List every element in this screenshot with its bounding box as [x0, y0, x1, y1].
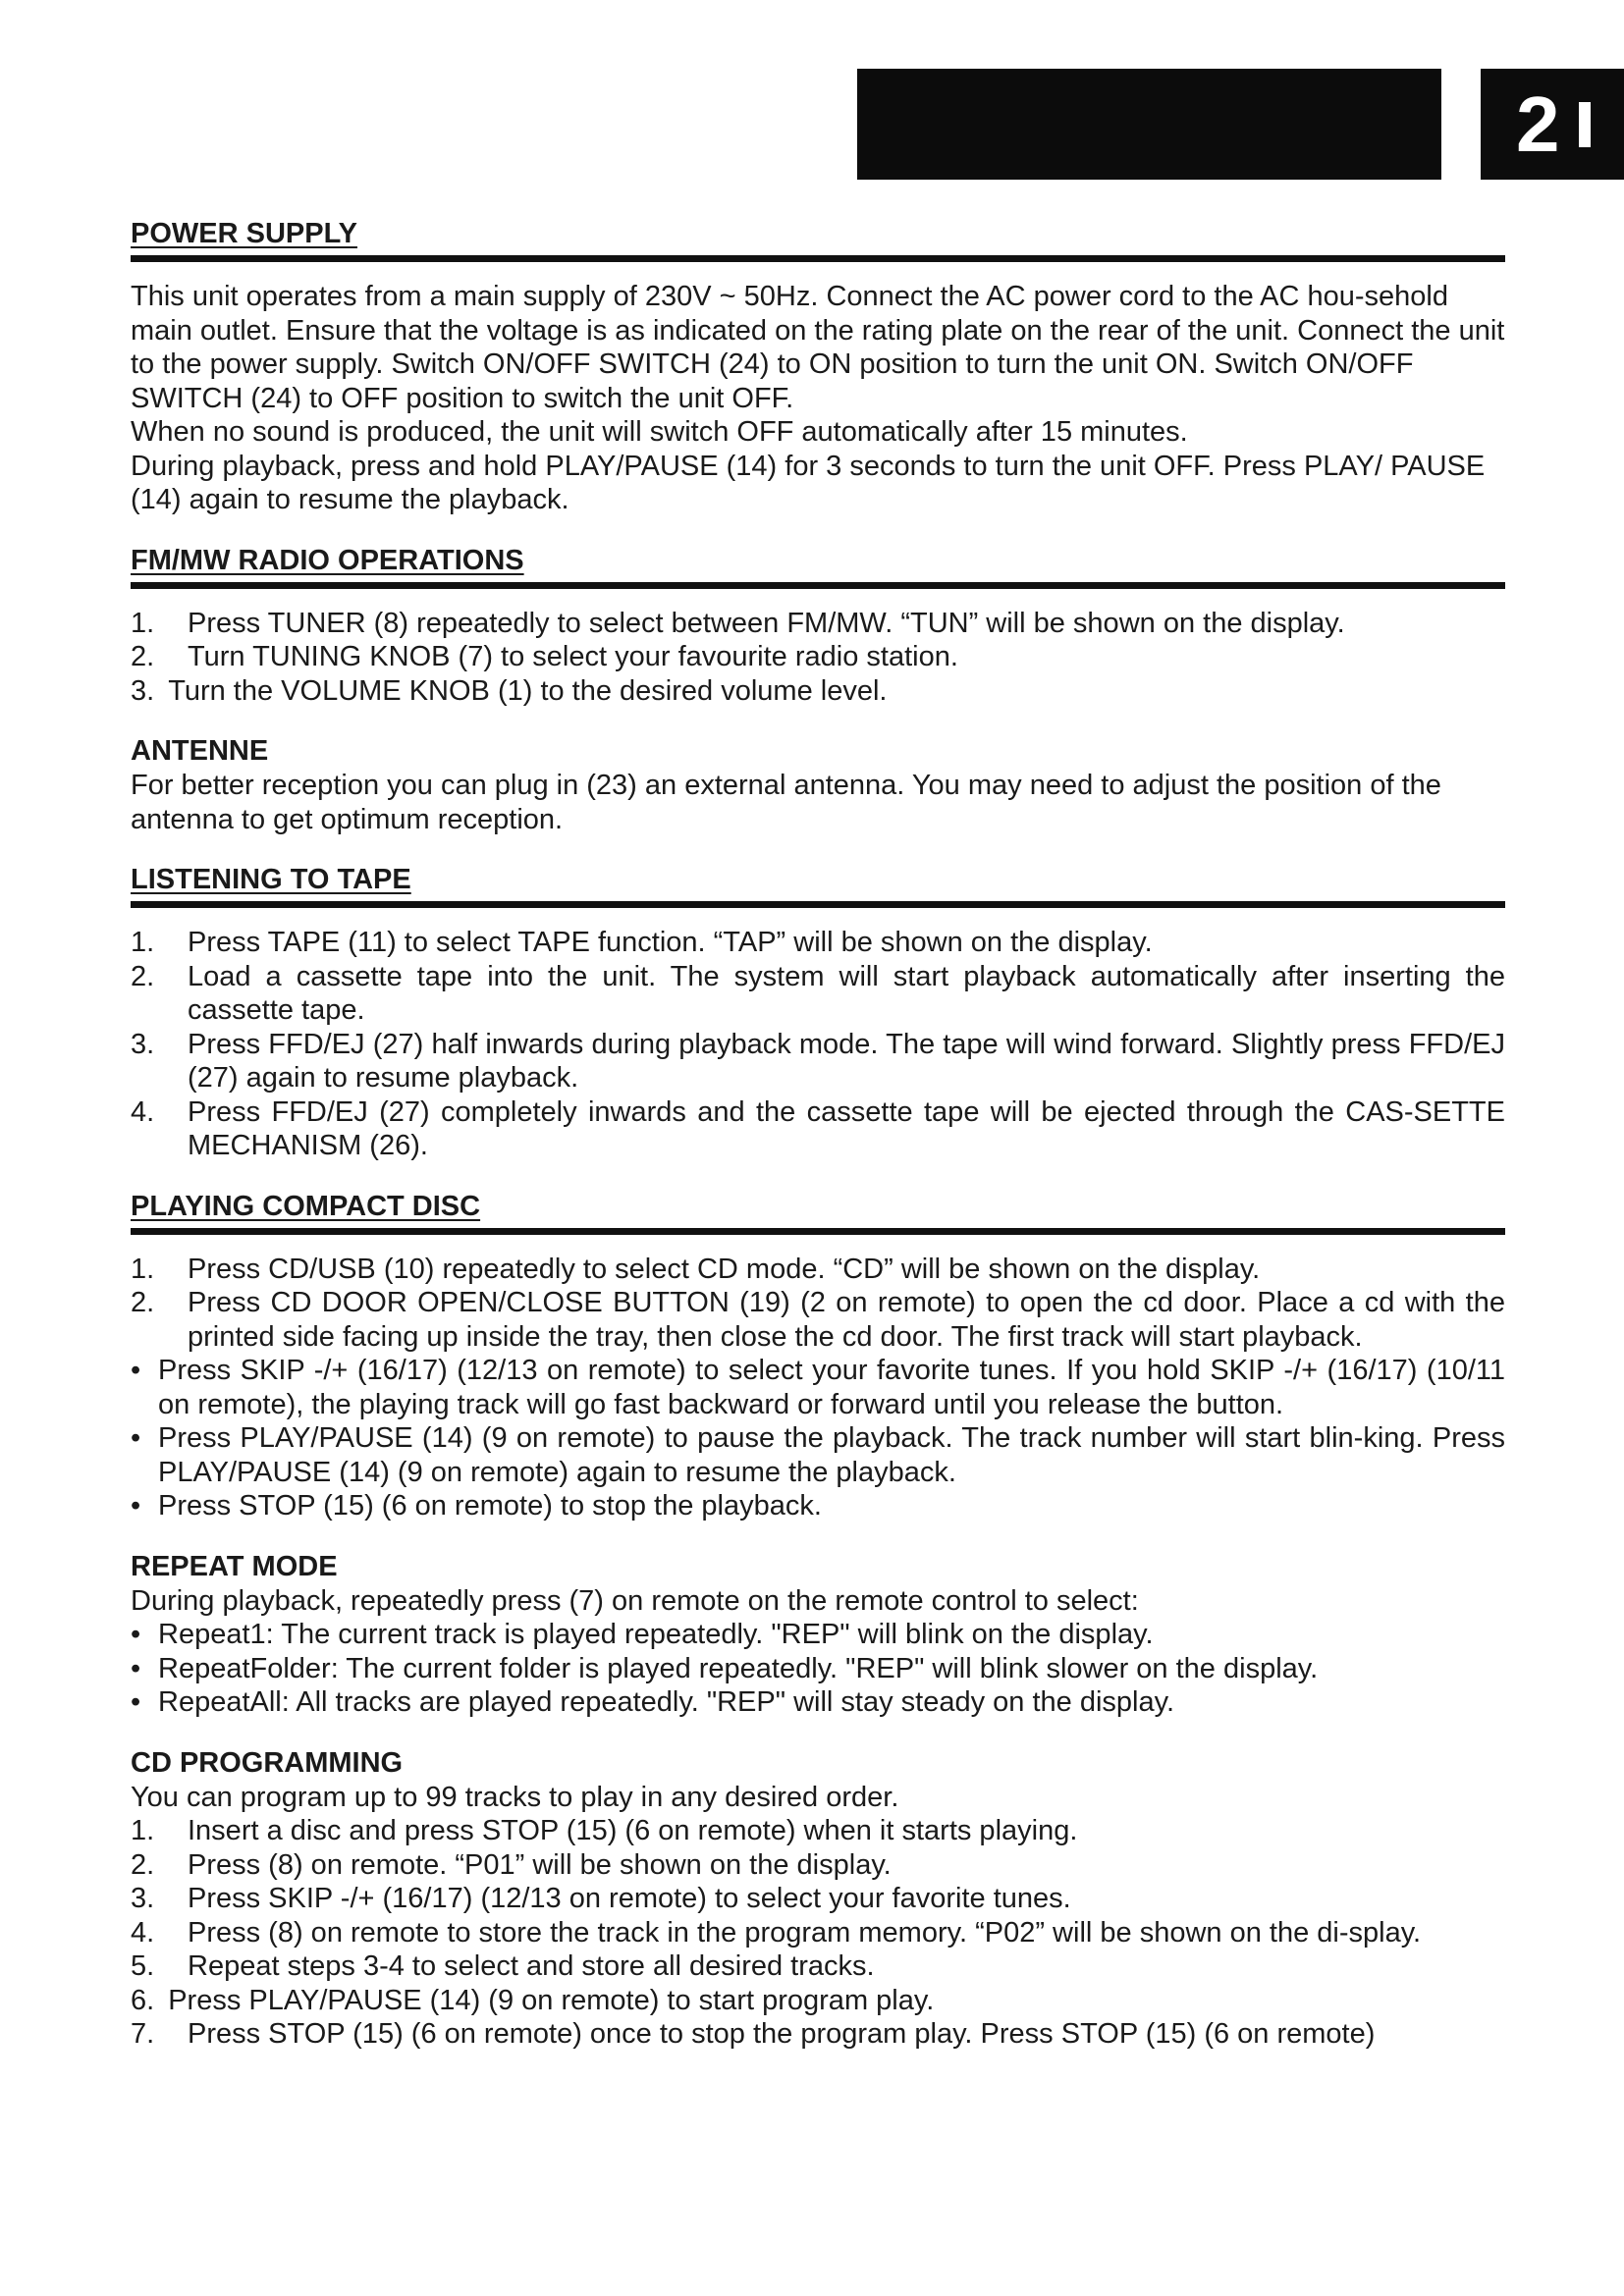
programming-section — [131, 1745, 1505, 2052]
step-text: Press TUNER (8) repeatedly to select between FM/MW. “TUN” will be shown on the display. — [188, 607, 1345, 639]
step-number: 3. — [131, 674, 155, 707]
step-number: 2. — [131, 960, 155, 992]
list-item — [131, 674, 1505, 709]
power-supply-paragraph: When no sound is produced, the unit will switch OFF automatically after 15 minutes. — [131, 416, 1188, 448]
bullet-dot: • — [131, 1355, 141, 1386]
power-supply-section — [131, 216, 1505, 517]
list-item — [131, 926, 1505, 960]
list-item — [131, 1618, 1505, 1652]
radio-section — [131, 543, 1505, 709]
bullet-dot: • — [131, 1652, 141, 1684]
step-number: 3. — [131, 1028, 155, 1060]
power-supply-title: POWER SUPPLY — [131, 218, 357, 249]
list-item — [131, 640, 1505, 674]
list-item — [131, 1489, 1505, 1523]
step-text: Load a cassette tape into the unit. The system will start playback automatically after inserting the cassette tape. — [188, 960, 1505, 1026]
repeat-intro: During playback, repeatedly press (7) on remote on the remote control to select: — [131, 1584, 1139, 1617]
bullet-text: Press SKIP -/+ (16/17) (12/13 on remote) to select your favorite tunes. If you hold SKIP -/+ (16/17) (10/11 on remote), the playing track will go fast backward or forward until you release the button. — [158, 1355, 1505, 1420]
step-number: 3. — [131, 1883, 155, 1914]
step-number: 6. — [131, 1984, 155, 2016]
programming-intro: You can program up to 99 tracks to play in any desired order. — [131, 1781, 899, 1813]
repeat-bullets — [131, 1618, 1505, 1720]
programming-steps — [131, 1814, 1505, 1984]
tape-heading — [131, 862, 1505, 908]
list-item — [131, 607, 1505, 641]
cd-bullets — [131, 1354, 1505, 1523]
antenne-section — [131, 733, 1505, 836]
cd-heading — [131, 1189, 1505, 1235]
bullet-text: Press PLAY/PAUSE (14) (9 on remote) to pause the playback. The track number will start blin-king. Press PLAY/PAUSE (14) (9 on remote) again to resume the playback. — [158, 1422, 1505, 1488]
section-rule — [131, 1228, 1505, 1235]
step-text: Press FFD/EJ (27) half inwards during playback mode. The tape will wind forward. Slightly press FFD/EJ (27) again to resume playback. — [188, 1028, 1505, 1094]
programming-steps-tight — [131, 1984, 1505, 2018]
manual-content — [131, 216, 1505, 2052]
header-black-bar — [857, 69, 1441, 180]
programming-steps-end — [131, 2017, 1505, 2052]
page-number-tab — [1481, 69, 1624, 180]
list-item — [131, 1028, 1505, 1095]
page-tab-notch — [1579, 102, 1591, 147]
section-rule — [131, 255, 1505, 262]
power-supply-heading — [131, 216, 1505, 262]
power-supply-paragraph: During playback, press and hold PLAY/PAUSE (14) for 3 seconds to turn the unit OFF. Press PLAY/ PAUSE (14) again to resume the playback. — [131, 450, 1486, 515]
list-item — [131, 1652, 1505, 1686]
step-text: Press (8) on remote to store the track in the program memory. “P02” will be shown on the di-splay. — [188, 1916, 1422, 1949]
repeat-section — [131, 1549, 1505, 1720]
bullet-dot: • — [131, 1490, 141, 1522]
list-item — [131, 1685, 1505, 1720]
step-text: Press TAPE (11) to select TAPE function. “TAP” will be shown on the display. — [188, 927, 1153, 958]
bullet-dot: • — [131, 1686, 141, 1718]
section-rule — [131, 901, 1505, 908]
list-item — [131, 1882, 1505, 1916]
programming-title: CD PROGRAMMING — [131, 1746, 404, 1779]
bullet-dot: • — [131, 1619, 141, 1650]
step-text: Press (8) on remote. “P01” will be shown on the display. — [188, 1848, 892, 1881]
tape-steps — [131, 926, 1505, 1163]
bullet-text: RepeatAll: All tracks are played repeatedly. "REP" will stay steady on the display. — [158, 1686, 1175, 1718]
cd-title: PLAYING COMPACT DISC — [131, 1190, 481, 1222]
cd-steps — [131, 1253, 1505, 1355]
step-text: Repeat steps 3-4 to select and store all desired tracks. — [188, 1950, 875, 1982]
antenne-title: ANTENNE — [131, 735, 269, 767]
step-number: 4. — [131, 1916, 155, 1949]
tape-section — [131, 862, 1505, 1163]
step-number: 1. — [131, 607, 155, 639]
list-item — [131, 1949, 1505, 1984]
step-number: 1. — [131, 927, 155, 958]
step-text: Press SKIP -/+ (16/17) (12/13 on remote) to select your favorite tunes. — [188, 1883, 1071, 1914]
step-number: 2. — [131, 1848, 155, 1881]
bullet-text: RepeatFolder: The current folder is played repeatedly. "REP" will blink slower on the display. — [158, 1652, 1319, 1684]
step-text: Turn the VOLUME KNOB (1) to the desired volume level. — [168, 674, 888, 707]
radio-steps — [131, 607, 1505, 674]
list-item — [131, 1814, 1505, 1848]
bullet-text: Repeat1: The current track is played repeatedly. "REP" will blink on the display. — [158, 1619, 1154, 1650]
step-text: Press PLAY/PAUSE (14) (9 on remote) to start program play. — [168, 1984, 935, 2016]
step-number: 7. — [131, 2018, 155, 2050]
radio-title: FM/MW RADIO OPERATIONS — [131, 544, 524, 576]
power-supply-paragraph: This unit operates from a main supply of 230V ~ 50Hz. Connect the AC power cord to the AC hou-sehold main outlet. Ensure that the voltage is as indicated on the rating plate on the rear of the unit. Connect the unit to the power supply. Switch ON/OFF SWITCH (24) to ON position to turn the unit ON. Switch ON/OFF SWITCH (24) to OFF position to switch the unit OFF. — [131, 281, 1505, 414]
tape-title: LISTENING TO TAPE — [131, 864, 411, 895]
page-number: 2 — [1516, 80, 1560, 168]
list-item — [131, 1354, 1505, 1421]
step-number: 1. — [131, 1253, 155, 1285]
list-item — [131, 1253, 1505, 1287]
list-item — [131, 1916, 1505, 1950]
radio-heading — [131, 543, 1505, 589]
repeat-title: REPEAT MODE — [131, 1550, 338, 1582]
bullet-text: Press STOP (15) (6 on remote) to stop the playback. — [158, 1490, 822, 1522]
step-number: 4. — [131, 1095, 155, 1128]
list-item — [131, 2017, 1505, 2052]
step-number: 5. — [131, 1950, 155, 1982]
list-item — [131, 1848, 1505, 1883]
antenne-text: For better reception you can plug in (23) an external antenna. You may need to adjust the position of the antenna to get optimum reception. — [131, 770, 1441, 835]
list-item — [131, 960, 1505, 1028]
cd-section — [131, 1189, 1505, 1523]
list-item — [131, 1421, 1505, 1489]
section-rule — [131, 582, 1505, 589]
list-item — [131, 1984, 1505, 2018]
radio-steps-tight — [131, 674, 1505, 709]
step-number: 1. — [131, 1815, 155, 1846]
step-text: Press CD/USB (10) repeatedly to select CD mode. “CD” will be shown on the display. — [188, 1253, 1261, 1285]
step-text: Insert a disc and press STOP (15) (6 on remote) when it starts playing. — [188, 1815, 1078, 1846]
step-text: Turn TUNING KNOB (7) to select your favourite radio station. — [188, 641, 958, 672]
step-text: Press STOP (15) (6 on remote) once to stop the program play. Press STOP (15) (6 on remote) — [188, 2018, 1376, 2050]
step-number: 2. — [131, 1287, 155, 1318]
list-item — [131, 1095, 1505, 1163]
step-text: Press CD DOOR OPEN/CLOSE BUTTON (19) (2 on remote) to open the cd door. Place a cd with the printed side facing up inside the tray, then close the cd door. The first track will start playback. — [188, 1287, 1505, 1353]
list-item — [131, 1286, 1505, 1354]
step-number: 2. — [131, 641, 155, 672]
step-text: Press FFD/EJ (27) completely inwards and the cassette tape will be ejected through the CAS-SETTE MECHANISM (26). — [188, 1095, 1505, 1161]
bullet-dot: • — [131, 1422, 141, 1454]
